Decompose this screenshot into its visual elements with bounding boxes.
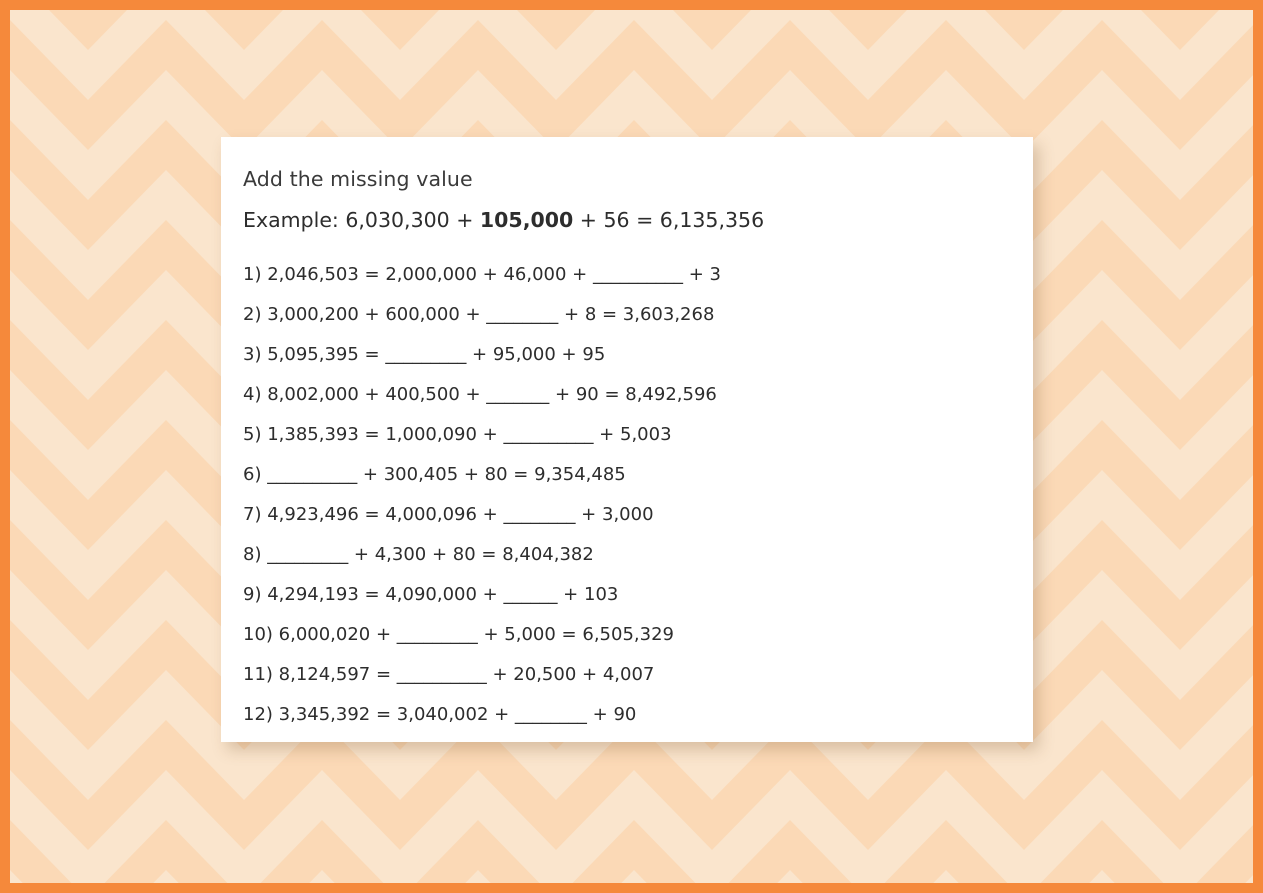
example-highlight: 105,000 xyxy=(479,207,574,232)
problem-item: 7) 4,923,496 = 4,000,096 + ________ + 3,000 xyxy=(243,504,654,526)
problem-item: 2) 3,000,200 + 600,000 + ________ + 8 = 3,603,268 xyxy=(243,304,715,326)
worksheet-content xyxy=(221,137,1033,724)
page-title: Add the missing value xyxy=(243,167,473,191)
problem-item: 11) 8,124,597 = __________ + 20,500 + 4,007 xyxy=(243,664,655,686)
example-line xyxy=(243,208,999,233)
problem-item: 3) 5,095,395 = _________ + 95,000 + 95 xyxy=(243,344,606,366)
problem-item: 5) 1,385,393 = 1,000,090 + __________ + 5,003 xyxy=(243,424,672,446)
worksheet-card xyxy=(221,137,1033,742)
problem-item: 10) 6,000,020 + _________ + 5,000 = 6,505,329 xyxy=(243,624,674,646)
example-suffix: + 56 = 6,135,356 xyxy=(573,207,765,232)
problem-item: 9) 4,294,193 = 4,090,000 + ______ + 103 xyxy=(243,584,619,606)
problem-item: 12) 3,345,392 = 3,040,002 + ________ + 90 xyxy=(243,704,637,726)
problem-item: 4) 8,002,000 + 400,500 + _______ + 90 = 8,492,596 xyxy=(243,384,717,406)
problem-item: 8) _________ + 4,300 + 80 = 8,404,382 xyxy=(243,544,594,566)
problem-item: 1) 2,046,503 = 2,000,000 + 46,000 + __________ + 3 xyxy=(243,264,721,286)
example-prefix: Example: 6,030,300 + xyxy=(243,207,480,232)
problem-item: 6) __________ + 300,405 + 80 = 9,354,485 xyxy=(243,464,626,486)
